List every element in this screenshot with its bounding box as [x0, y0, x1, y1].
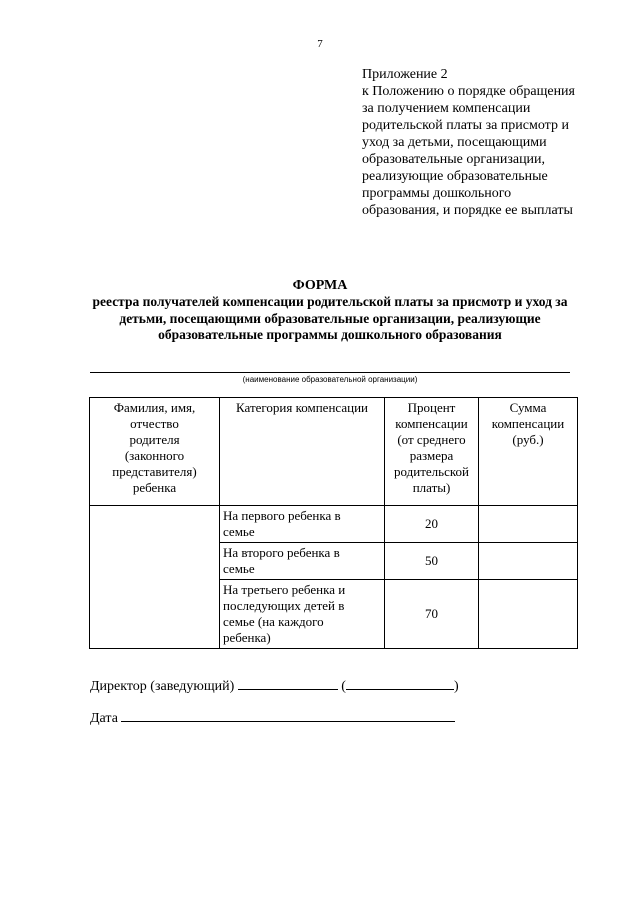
category-line: На второго ребенка в — [223, 545, 340, 560]
header-category — [220, 398, 385, 506]
header-percent — [385, 398, 479, 506]
subtitle-line: детьми, посещающими образовательные организации, реализующие — [119, 310, 541, 326]
appendix-line: образовательные организации, — [362, 152, 546, 167]
category-cell — [220, 506, 385, 543]
header-name — [90, 398, 220, 506]
appendix-note — [362, 66, 612, 219]
category-line: На первого ребенка в — [223, 508, 341, 523]
header-line: ребенка — [132, 480, 177, 495]
header-line: платы) — [412, 480, 451, 495]
date-line — [90, 709, 455, 727]
appendix-line: за получением компенсации — [362, 101, 531, 116]
header-line: компенсации — [395, 416, 468, 431]
signature-line — [90, 677, 459, 695]
signature-label: Директор (заведующий) — [90, 679, 235, 694]
table-header-row — [90, 398, 578, 506]
form-subtitle — [60, 294, 600, 344]
sum-cell[interactable] — [479, 543, 578, 580]
category-line: последующих детей в — [223, 598, 345, 613]
header-line: родительской — [394, 464, 469, 479]
appendix-line: образования, и порядке ее выплаты — [362, 203, 573, 218]
appendix-line: Приложение 2 — [362, 67, 448, 82]
form-title: ФОРМА — [292, 278, 348, 293]
header-line: (от среднего — [397, 432, 466, 447]
page-number: 7 — [317, 38, 323, 50]
category-line: семье — [223, 561, 255, 576]
header-line: Процент — [407, 400, 456, 415]
subtitle-line: образовательные программы дошкольного образования — [158, 327, 502, 342]
percent-cell: 70 — [385, 580, 479, 649]
sum-cell[interactable] — [479, 506, 578, 543]
header-line: родителя — [129, 432, 180, 447]
header-line: Категория компенсации — [236, 400, 368, 415]
appendix-line: программы дошкольного — [362, 186, 512, 201]
category-line: семье (на каждого — [223, 614, 324, 629]
header-line: отчество — [130, 416, 179, 431]
org-name-field-line[interactable] — [90, 372, 570, 373]
appendix-line: реализующие образовательные — [362, 169, 548, 184]
parent-name-cell[interactable] — [90, 506, 220, 649]
appendix-line: к Положению о порядке обращения — [362, 84, 575, 99]
date-label: Дата — [90, 711, 118, 726]
close-paren: ) — [453, 679, 459, 694]
header-line: (руб.) — [512, 432, 544, 447]
signature-field[interactable] — [238, 677, 338, 690]
appendix-line: уход за детьми, посещающими — [362, 135, 547, 150]
header-line: (законного — [124, 448, 185, 463]
table-row — [90, 506, 578, 543]
category-line: На третьего ребенка и — [223, 582, 346, 597]
category-line: ребенка) — [223, 630, 271, 645]
category-cell — [220, 580, 385, 649]
date-field[interactable] — [121, 709, 455, 722]
percent-cell: 50 — [385, 543, 479, 580]
category-cell — [220, 543, 385, 580]
header-line: Сумма — [509, 400, 547, 415]
open-paren: ( — [341, 679, 346, 694]
appendix-line: родительской платы за присмотр и — [362, 118, 569, 133]
header-line: компенсации — [491, 416, 565, 431]
signature-name-field[interactable] — [346, 677, 454, 690]
registry-table — [89, 397, 578, 649]
subtitle-line: реестра получателей компенсации родительской платы за присмотр и уход за — [92, 294, 568, 309]
category-line: семье — [223, 524, 255, 539]
header-line: Фамилия, имя, — [113, 400, 196, 415]
header-sum — [479, 398, 578, 506]
header-line: размера — [409, 448, 454, 463]
header-line: представителя) — [112, 464, 197, 479]
org-name-caption: (наименование образовательной организации) — [242, 375, 418, 384]
percent-cell: 20 — [385, 506, 479, 543]
sum-cell[interactable] — [479, 580, 578, 649]
